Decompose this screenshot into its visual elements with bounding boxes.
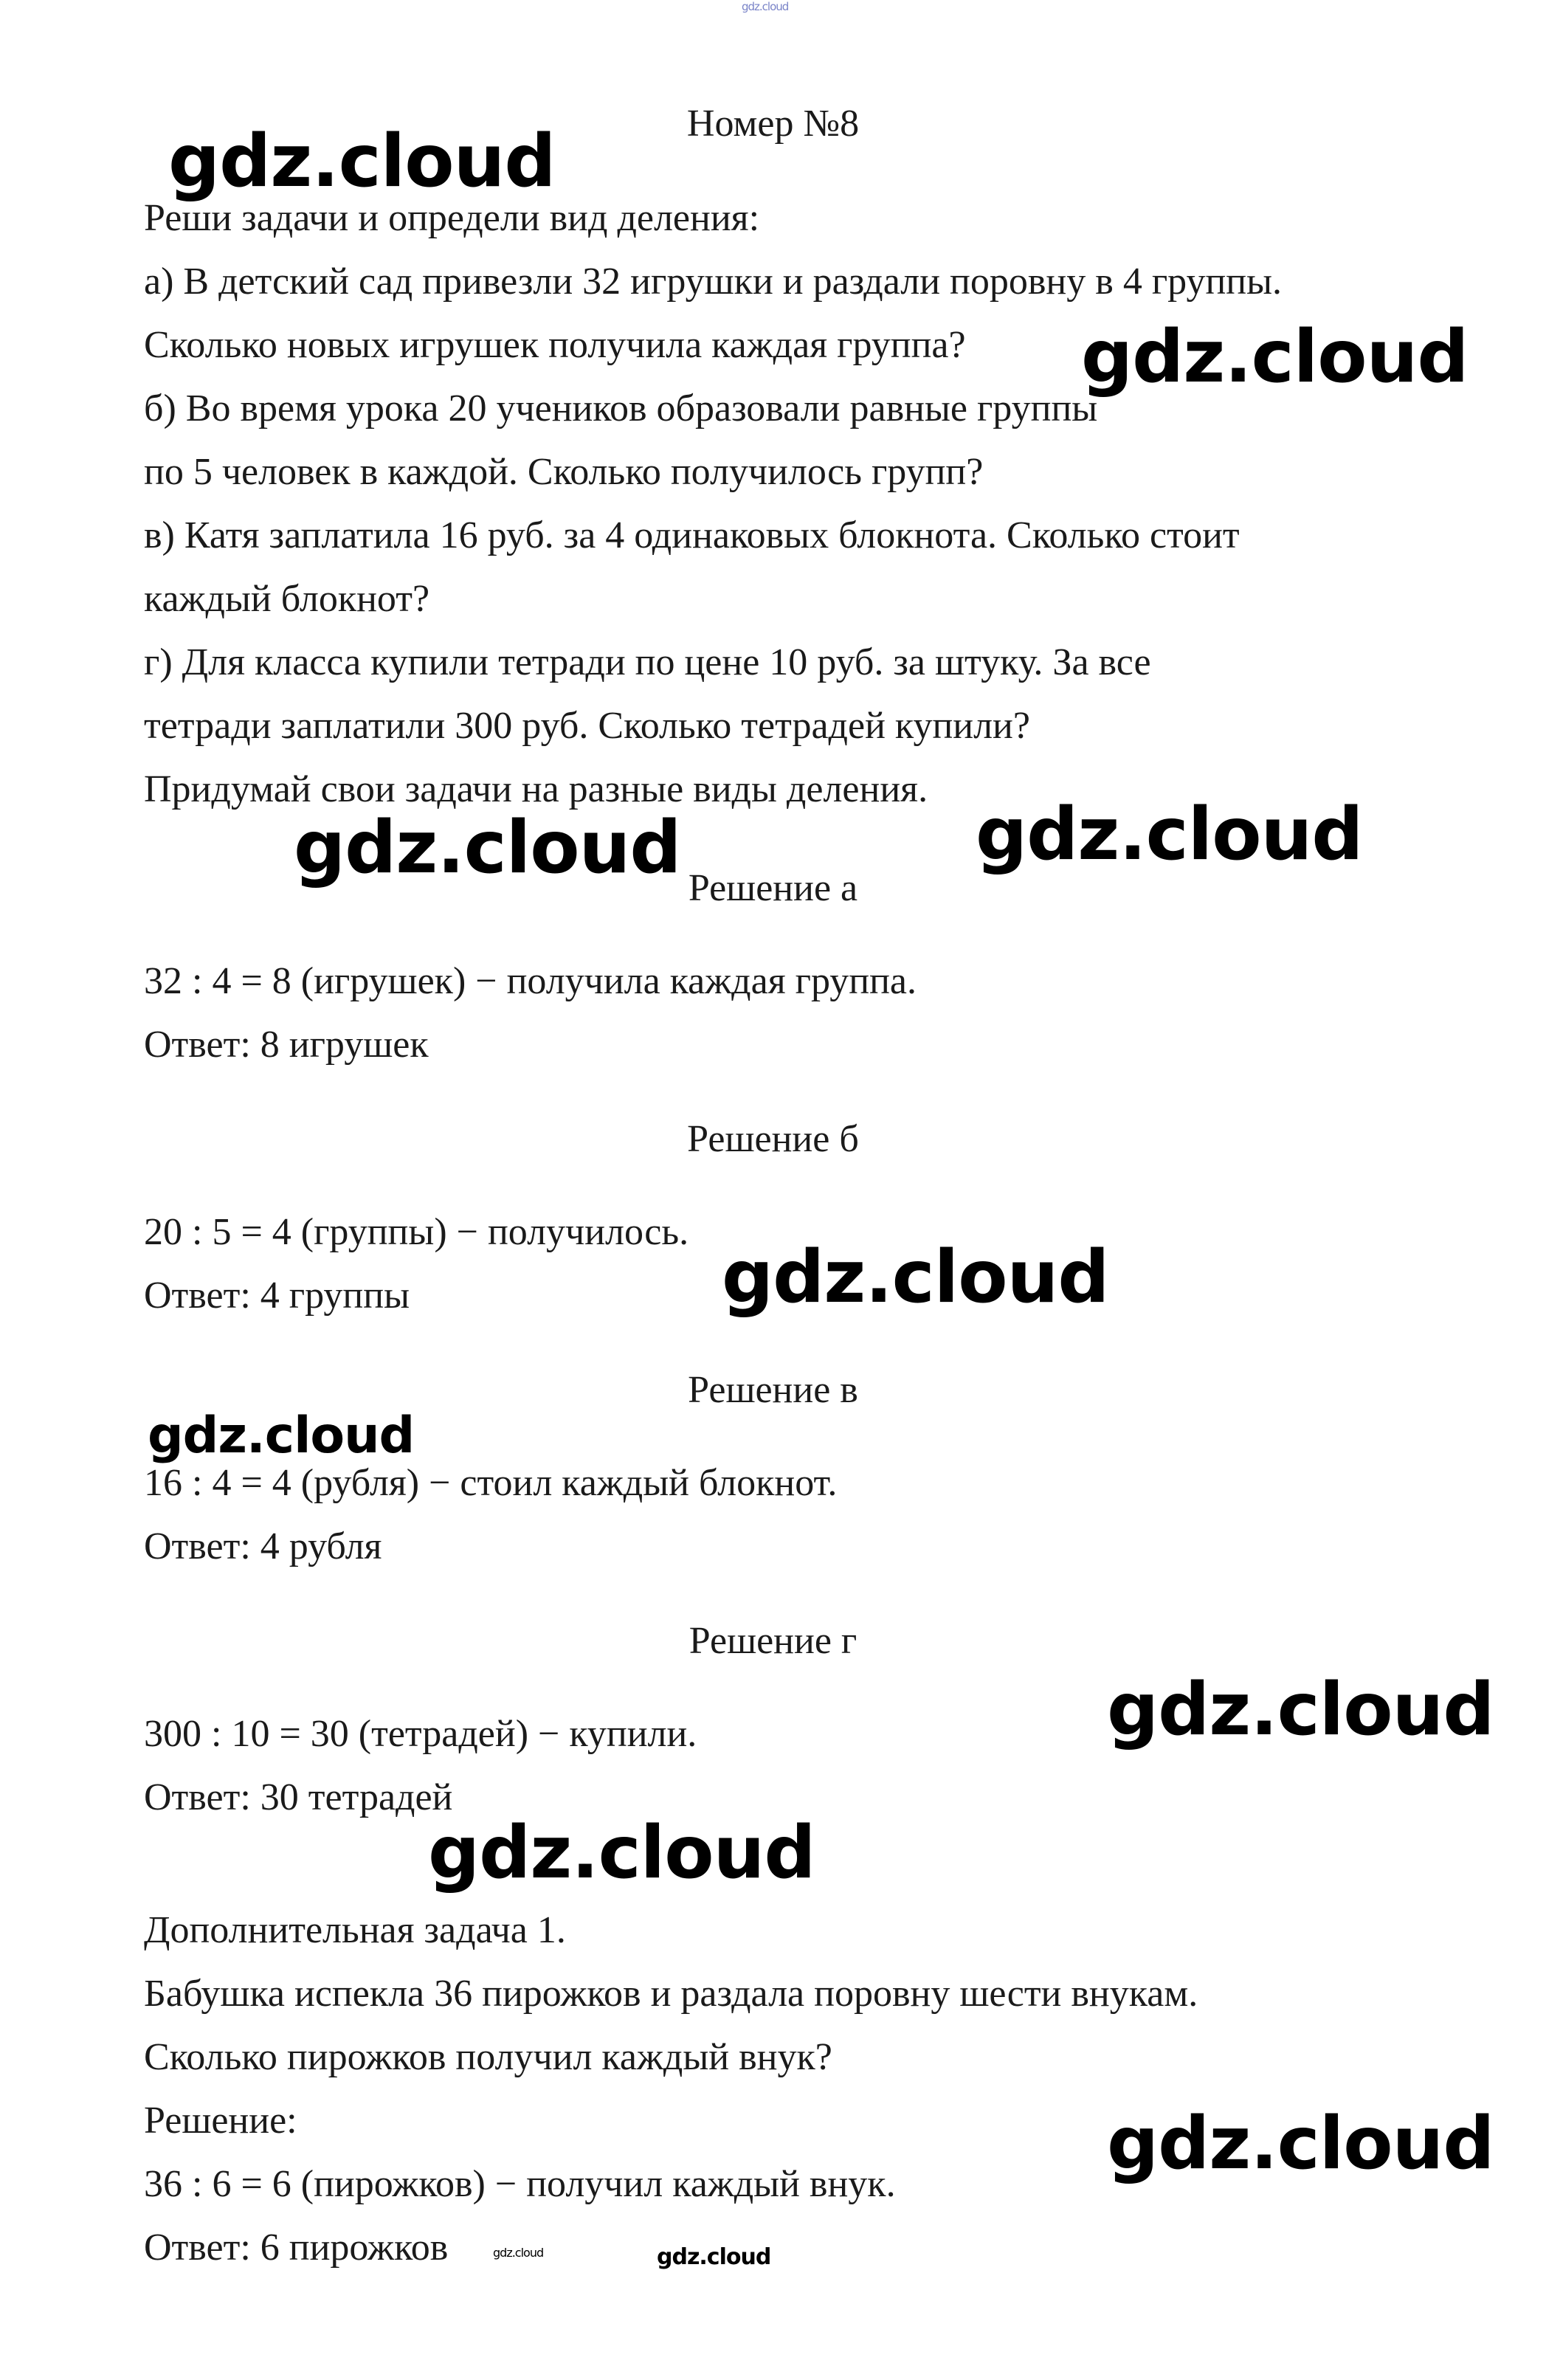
watermark: gdz.cloud: [1081, 315, 1469, 399]
solution-heading: Решение в: [688, 1369, 858, 1411]
task-line: по 5 человек в каждой. Сколько получилось групп?: [144, 451, 984, 493]
task-intro: Реши задачи и определи вид деления:: [144, 197, 760, 239]
extra-task-line: Сколько пирожков получил каждый внук?: [144, 2036, 832, 2078]
solution-calc: 20 : 5 = 4 (группы) − получилось.: [144, 1211, 689, 1253]
watermark: gdz.cloud: [493, 2246, 544, 2260]
extra-answer: Ответ: 6 пирожков: [144, 2226, 449, 2269]
extra-calc: 36 : 6 = 6 (пирожков) − получил каждый внук.: [144, 2163, 896, 2205]
task-line: г) Для класса купили тетради по цене 10 руб. за штуку. За все: [144, 641, 1151, 683]
watermark: gdz.cloud: [1107, 2102, 1494, 2186]
solution-heading: Решение г: [689, 1620, 857, 1662]
extra-task-title: Дополнительная задача 1.: [144, 1909, 566, 1951]
solution-heading: Решение б: [687, 1118, 859, 1160]
task-line: тетради заплатили 300 руб. Сколько тетрадей купили?: [144, 705, 1030, 747]
watermark: gdz.cloud: [148, 1407, 415, 1465]
solution-answer: Ответ: 30 тетрадей: [144, 1776, 453, 1818]
watermark: gdz.cloud: [428, 1811, 815, 1895]
solution-calc: 16 : 4 = 4 (рубля) − стоил каждый блокнот.: [144, 1462, 838, 1504]
task-line: в) Катя заплатила 16 руб. за 4 одинаковых блокнота. Сколько стоит: [144, 514, 1240, 556]
top-watermark: gdz.cloud: [742, 0, 789, 13]
watermark: gdz.cloud: [168, 120, 556, 204]
solution-heading: Решение а: [688, 867, 858, 909]
watermark: gdz.cloud: [657, 2244, 771, 2270]
solution-answer: Ответ: 4 рубля: [144, 1525, 382, 1567]
solution-calc: 300 : 10 = 30 (тетрадей) − купили.: [144, 1713, 697, 1755]
extra-solution-label: Решение:: [144, 2100, 297, 2142]
task-line: а) В детский сад привезли 32 игрушки и раздали поровну в 4 группы.: [144, 261, 1283, 303]
solution-calc: 32 : 4 = 8 (игрушек) − получила каждая группа.: [144, 960, 917, 1002]
task-line: б) Во время урока 20 учеников образовали равные группы: [144, 387, 1098, 430]
watermark: gdz.cloud: [294, 806, 681, 890]
solution-answer: Ответ: 8 игрушек: [144, 1024, 429, 1066]
watermark: gdz.cloud: [722, 1235, 1109, 1320]
watermark: gdz.cloud: [1107, 1668, 1494, 1752]
task-line: Придумай свои задачи на разные виды деления.: [144, 768, 928, 810]
watermark: gdz.cloud: [976, 793, 1363, 877]
extra-task-line: Бабушка испекла 36 пирожков и раздала поровну шести внукам.: [144, 1973, 1198, 2015]
task-line: Сколько новых игрушек получила каждая группа?: [144, 324, 966, 366]
task-line: каждый блокнот?: [144, 578, 430, 620]
page-title: Номер №8: [686, 103, 860, 145]
solution-answer: Ответ: 4 группы: [144, 1274, 410, 1317]
